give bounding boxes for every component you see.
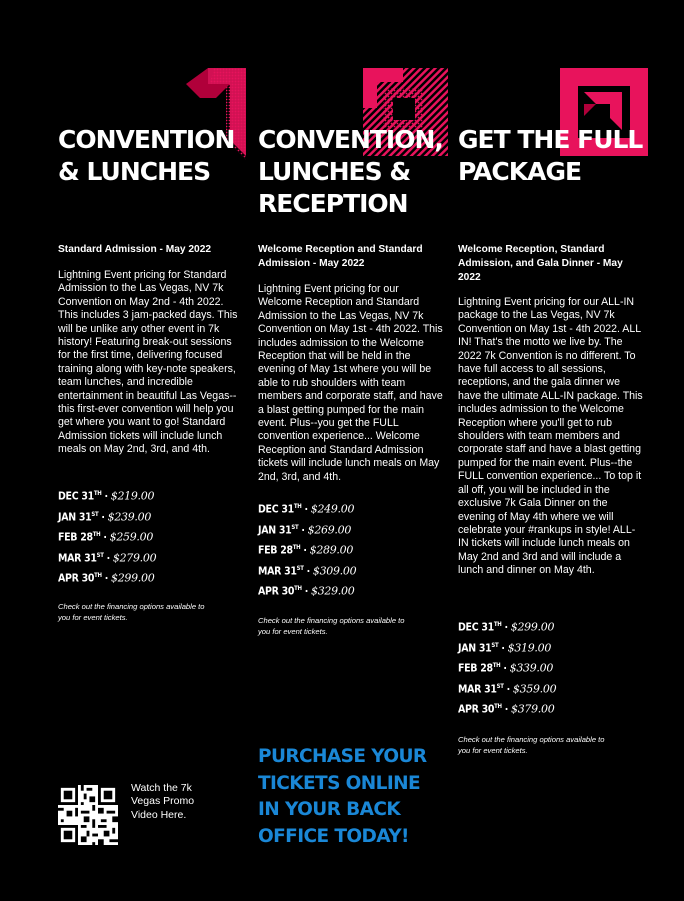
- column-subtitle: Welcome Reception, Standard Admission, and Gala Dinner - May 2022: [458, 244, 623, 283]
- qr-caption: Watch the 7k Vegas Promo Video Here.: [131, 782, 195, 821]
- price-row: DEC 31TH · $249.00: [258, 502, 355, 516]
- price-row: APR 30TH · $379.00: [458, 702, 555, 716]
- price-row: DEC 31TH · $219.00: [58, 489, 155, 503]
- column-subtitle: Welcome Reception and Standard Admission - May 2022: [258, 244, 423, 269]
- price-row: MAR 31ST · $279.00: [58, 551, 157, 565]
- financing-note: Check out the financing options available to you for event tickets.: [458, 735, 605, 755]
- price-row: FEB 28TH · $339.00: [458, 661, 554, 675]
- column-title: CONVENTION, LUNCHES & RECEPTION: [258, 125, 443, 218]
- price-list: [258, 497, 448, 600]
- price-row: MAR 31ST · $309.00: [258, 564, 357, 578]
- financing-note: Check out the financing options available to you for event tickets.: [258, 616, 405, 636]
- price-row: JAN 31ST · $269.00: [258, 523, 352, 537]
- price-row: JAN 31ST · $239.00: [58, 510, 152, 524]
- price-row: DEC 31TH · $299.00: [458, 620, 555, 634]
- column-description: Lightning Event pricing for Standard Admission to the Las Vegas, NV 7k Convention on May 2nd - 4th 2022. This includes 3 jam-packed days. This will be unlike any other event in 7k history! Featuring break-out sessions for the first time, delivering focused training along with key-note speakers, team lunches, and incredible entertainment in beautiful Las Vegas--this first-ever convention will help you get where you want to go! Standard Admission tickets will include lunch meals on May 2nd, 3rd, and 4th.: [58, 269, 238, 456]
- price-list: [58, 484, 248, 587]
- price-row: APR 30TH · $329.00: [258, 584, 355, 598]
- purchase-tickets-cta: PURCHASE YOUR TICKETS ONLINE IN YOUR BACK OFFICE TODAY!: [258, 746, 427, 847]
- column-description: Lightning Event pricing for our ALL-IN package to the Las Vegas, NV 7k Convention on May 1st - 4th 2022. ALL IN! That's the motto we live by. The 2022 7k Convention is no different. To have full access to all sessions, receptions, and the gala dinner we have the ultimate ALL-IN package. This includes admission to the Welcome Reception where you'll get to rub shoulders with team members and corporate staff and have a blast getting pumped for the main event. Plus--the FULL convention experience... To top it all off, you will be included in the exclusive 7k Gala Dinner on the evening of May 4th where we will celebrate your #rankups in style! ALL-IN tickets will include lunch meals on May 2nd and 3rd and will include a lunch and dinner on May 4th.: [458, 296, 643, 577]
- column-subtitle: Standard Admission - May 2022: [58, 244, 212, 255]
- price-row: MAR 31ST · $359.00: [458, 682, 557, 696]
- qr-code-icon[interactable]: [58, 785, 118, 845]
- price-row: APR 30TH · $299.00: [58, 571, 155, 585]
- price-row: JAN 31ST · $319.00: [458, 641, 552, 655]
- column-title: CONVENTION & LUNCHES: [58, 125, 235, 186]
- price-row: FEB 28TH · $259.00: [58, 530, 154, 544]
- financing-note: Check out the financing options available to you for event tickets.: [58, 602, 205, 622]
- column-description: Lightning Event pricing for our Welcome Reception and Standard Admission to the Las Vegas, NV 7k Convention on May 1st - 4th 2022. This includes admission to the Welcome Reception that will be held in the evening of May 1st where you will be able to rub shoulders with team members and corporate staff, and have a blast getting pumped for the main event. Plus--you get the FULL convention experience... Welcome Reception and Standard Admission tickets will include lunch meals on May 2nd, 3rd, and 4th.: [258, 283, 443, 483]
- price-row: FEB 28TH · $289.00: [258, 543, 354, 557]
- column-title: GET THE FULL PACKAGE: [458, 125, 643, 186]
- price-list: [458, 615, 648, 718]
